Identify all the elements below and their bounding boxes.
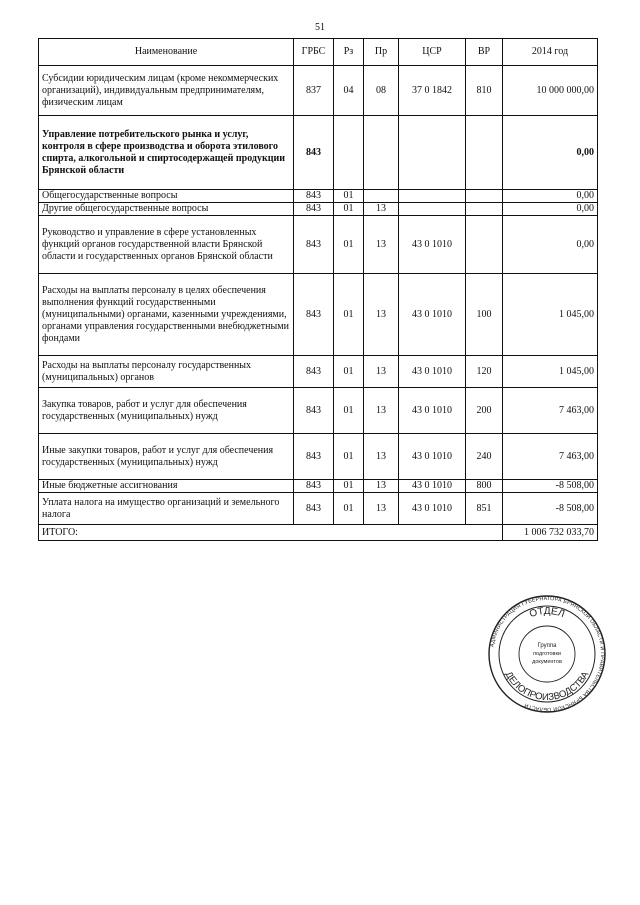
row-name: Расходы на выплаты персоналу в целях обеспечения выполнения функций государственными (муниципальными) органами, казенными учреждениями, органами управления государственными внебюджетными фондами [39,274,294,356]
stamp-seal [487,594,607,714]
row-name: Уплата налога на имущество организаций и земельного налога [39,493,294,525]
row-pr: 13 [364,480,399,493]
table-row [39,66,598,116]
row-vr: 240 [466,434,503,480]
row-rz: 01 [334,480,364,493]
row-rz: 01 [334,216,364,274]
row-vr [466,216,503,274]
stamp-arc-top: ОТДЕЛ [528,605,566,621]
row-amount: -8 508,00 [503,493,598,525]
row-name: Субсидии юридическим лицам (кроме некоммерческих организаций), индивидуальным предпринимателям, физическим лицам [39,66,294,116]
row-vr: 851 [466,493,503,525]
total-amount: 1 006 732 033,70 [503,525,598,541]
header-name: Наименование [39,39,294,66]
stamp-center-line-1: Группа [537,643,557,649]
row-csr [399,190,466,203]
row-grbs: 843 [294,434,334,480]
row-amount: 1 045,00 [503,274,598,356]
row-rz: 01 [334,203,364,216]
stamp-arc-bottom: ДЕЛОПРОИЗВОДСТВА [502,669,592,704]
row-pr: 13 [364,216,399,274]
svg-text:ОТДЕЛ [528,606,566,620]
total-row [39,525,598,541]
row-csr: 43 0 1010 [399,356,466,388]
row-pr: 13 [364,356,399,388]
table-row [39,203,598,216]
row-grbs: 843 [294,203,334,216]
row-csr: 43 0 1010 [399,480,466,493]
row-amount: -8 508,00 [503,480,598,493]
row-grbs: 843 [294,388,334,434]
table-row [39,434,598,480]
table-row [39,356,598,388]
header-vr: ВР [466,39,503,66]
row-csr: 43 0 1010 [399,388,466,434]
row-name: Другие общегосударственные вопросы [39,203,294,216]
row-name: Расходы на выплаты персоналу государственных (муниципальных) органов [39,356,294,388]
row-rz: 01 [334,388,364,434]
row-csr [399,203,466,216]
header-csr: ЦСР [399,39,466,66]
row-name: Общегосударственные вопросы [39,190,294,203]
table-row [39,480,598,493]
row-amount: 1 045,00 [503,356,598,388]
row-csr: 43 0 1010 [399,493,466,525]
row-vr [466,190,503,203]
row-grbs: 843 [294,480,334,493]
row-vr: 800 [466,480,503,493]
row-pr: 13 [364,274,399,356]
row-amount: 0,00 [503,116,598,190]
row-grbs: 843 [294,190,334,203]
row-vr: 810 [466,66,503,116]
row-csr: 37 0 1842 [399,66,466,116]
stamp-center-line-3: документов [532,659,562,665]
row-vr: 120 [466,356,503,388]
header-pr: Пр [364,39,399,66]
row-name: Управление потребительского рынка и услуг, контроля в сфере производства и оборота этилового спирта, алкогольной и спиртосодержащей продукции Брянской области [39,116,294,190]
row-csr: 43 0 1010 [399,216,466,274]
row-rz: 01 [334,493,364,525]
row-vr: 100 [466,274,503,356]
header-amount: 2014 год [503,39,598,66]
row-rz: 01 [334,356,364,388]
row-name: Закупка товаров, работ и услуг для обеспечения государственных (муниципальных) нужд [39,388,294,434]
header-rz: Рз [334,39,364,66]
row-rz: 04 [334,66,364,116]
row-grbs: 843 [294,274,334,356]
row-amount: 0,00 [503,216,598,274]
row-vr [466,116,503,190]
row-grbs: 837 [294,66,334,116]
row-name: Иные закупки товаров, работ и услуг для обеспечения государственных (муниципальных) нужд [39,434,294,480]
table-header-row [39,39,598,66]
row-grbs: 843 [294,493,334,525]
row-csr [399,116,466,190]
stamp-center-line-2: подготовки [533,651,561,657]
row-grbs: 843 [294,116,334,190]
row-pr: 13 [364,388,399,434]
row-pr [364,116,399,190]
budget-table [38,38,598,541]
row-grbs: 843 [294,356,334,388]
row-rz: 01 [334,434,364,480]
table-row [39,274,598,356]
table-row [39,388,598,434]
row-pr: 13 [364,434,399,480]
row-pr: 13 [364,203,399,216]
header-grbs: ГРБС [294,39,334,66]
row-amount: 7 463,00 [503,388,598,434]
page-number: 51 [315,22,325,33]
total-label: ИТОГО: [39,525,503,541]
row-amount: 10 000 000,00 [503,66,598,116]
row-name: Иные бюджетные ассигнования [39,480,294,493]
row-pr: 08 [364,66,399,116]
row-rz: 01 [334,274,364,356]
row-amount: 0,00 [503,190,598,203]
row-rz: 01 [334,190,364,203]
row-amount: 7 463,00 [503,434,598,480]
row-rz [334,116,364,190]
table-row [39,190,598,203]
row-csr: 43 0 1010 [399,274,466,356]
row-vr [466,203,503,216]
table-row [39,493,598,525]
row-vr: 200 [466,388,503,434]
stamp-outer-text: АДМИНИСТРАЦИЯ ГУБЕРНАТОРА БРЯНСКОЙ ОБЛАСТИ И ПРАВИТЕЛЬСТВА БРЯНСКОЙ ОБЛАСТИ [489,595,606,713]
table-row [39,216,598,274]
table-row [39,116,598,190]
row-grbs: 843 [294,216,334,274]
row-name: Руководство и управление в сфере установленных функций органов государственной власти Брянской области и государственных органов Брянской области [39,216,294,274]
row-pr [364,190,399,203]
row-csr: 43 0 1010 [399,434,466,480]
row-pr: 13 [364,493,399,525]
row-amount: 0,00 [503,203,598,216]
